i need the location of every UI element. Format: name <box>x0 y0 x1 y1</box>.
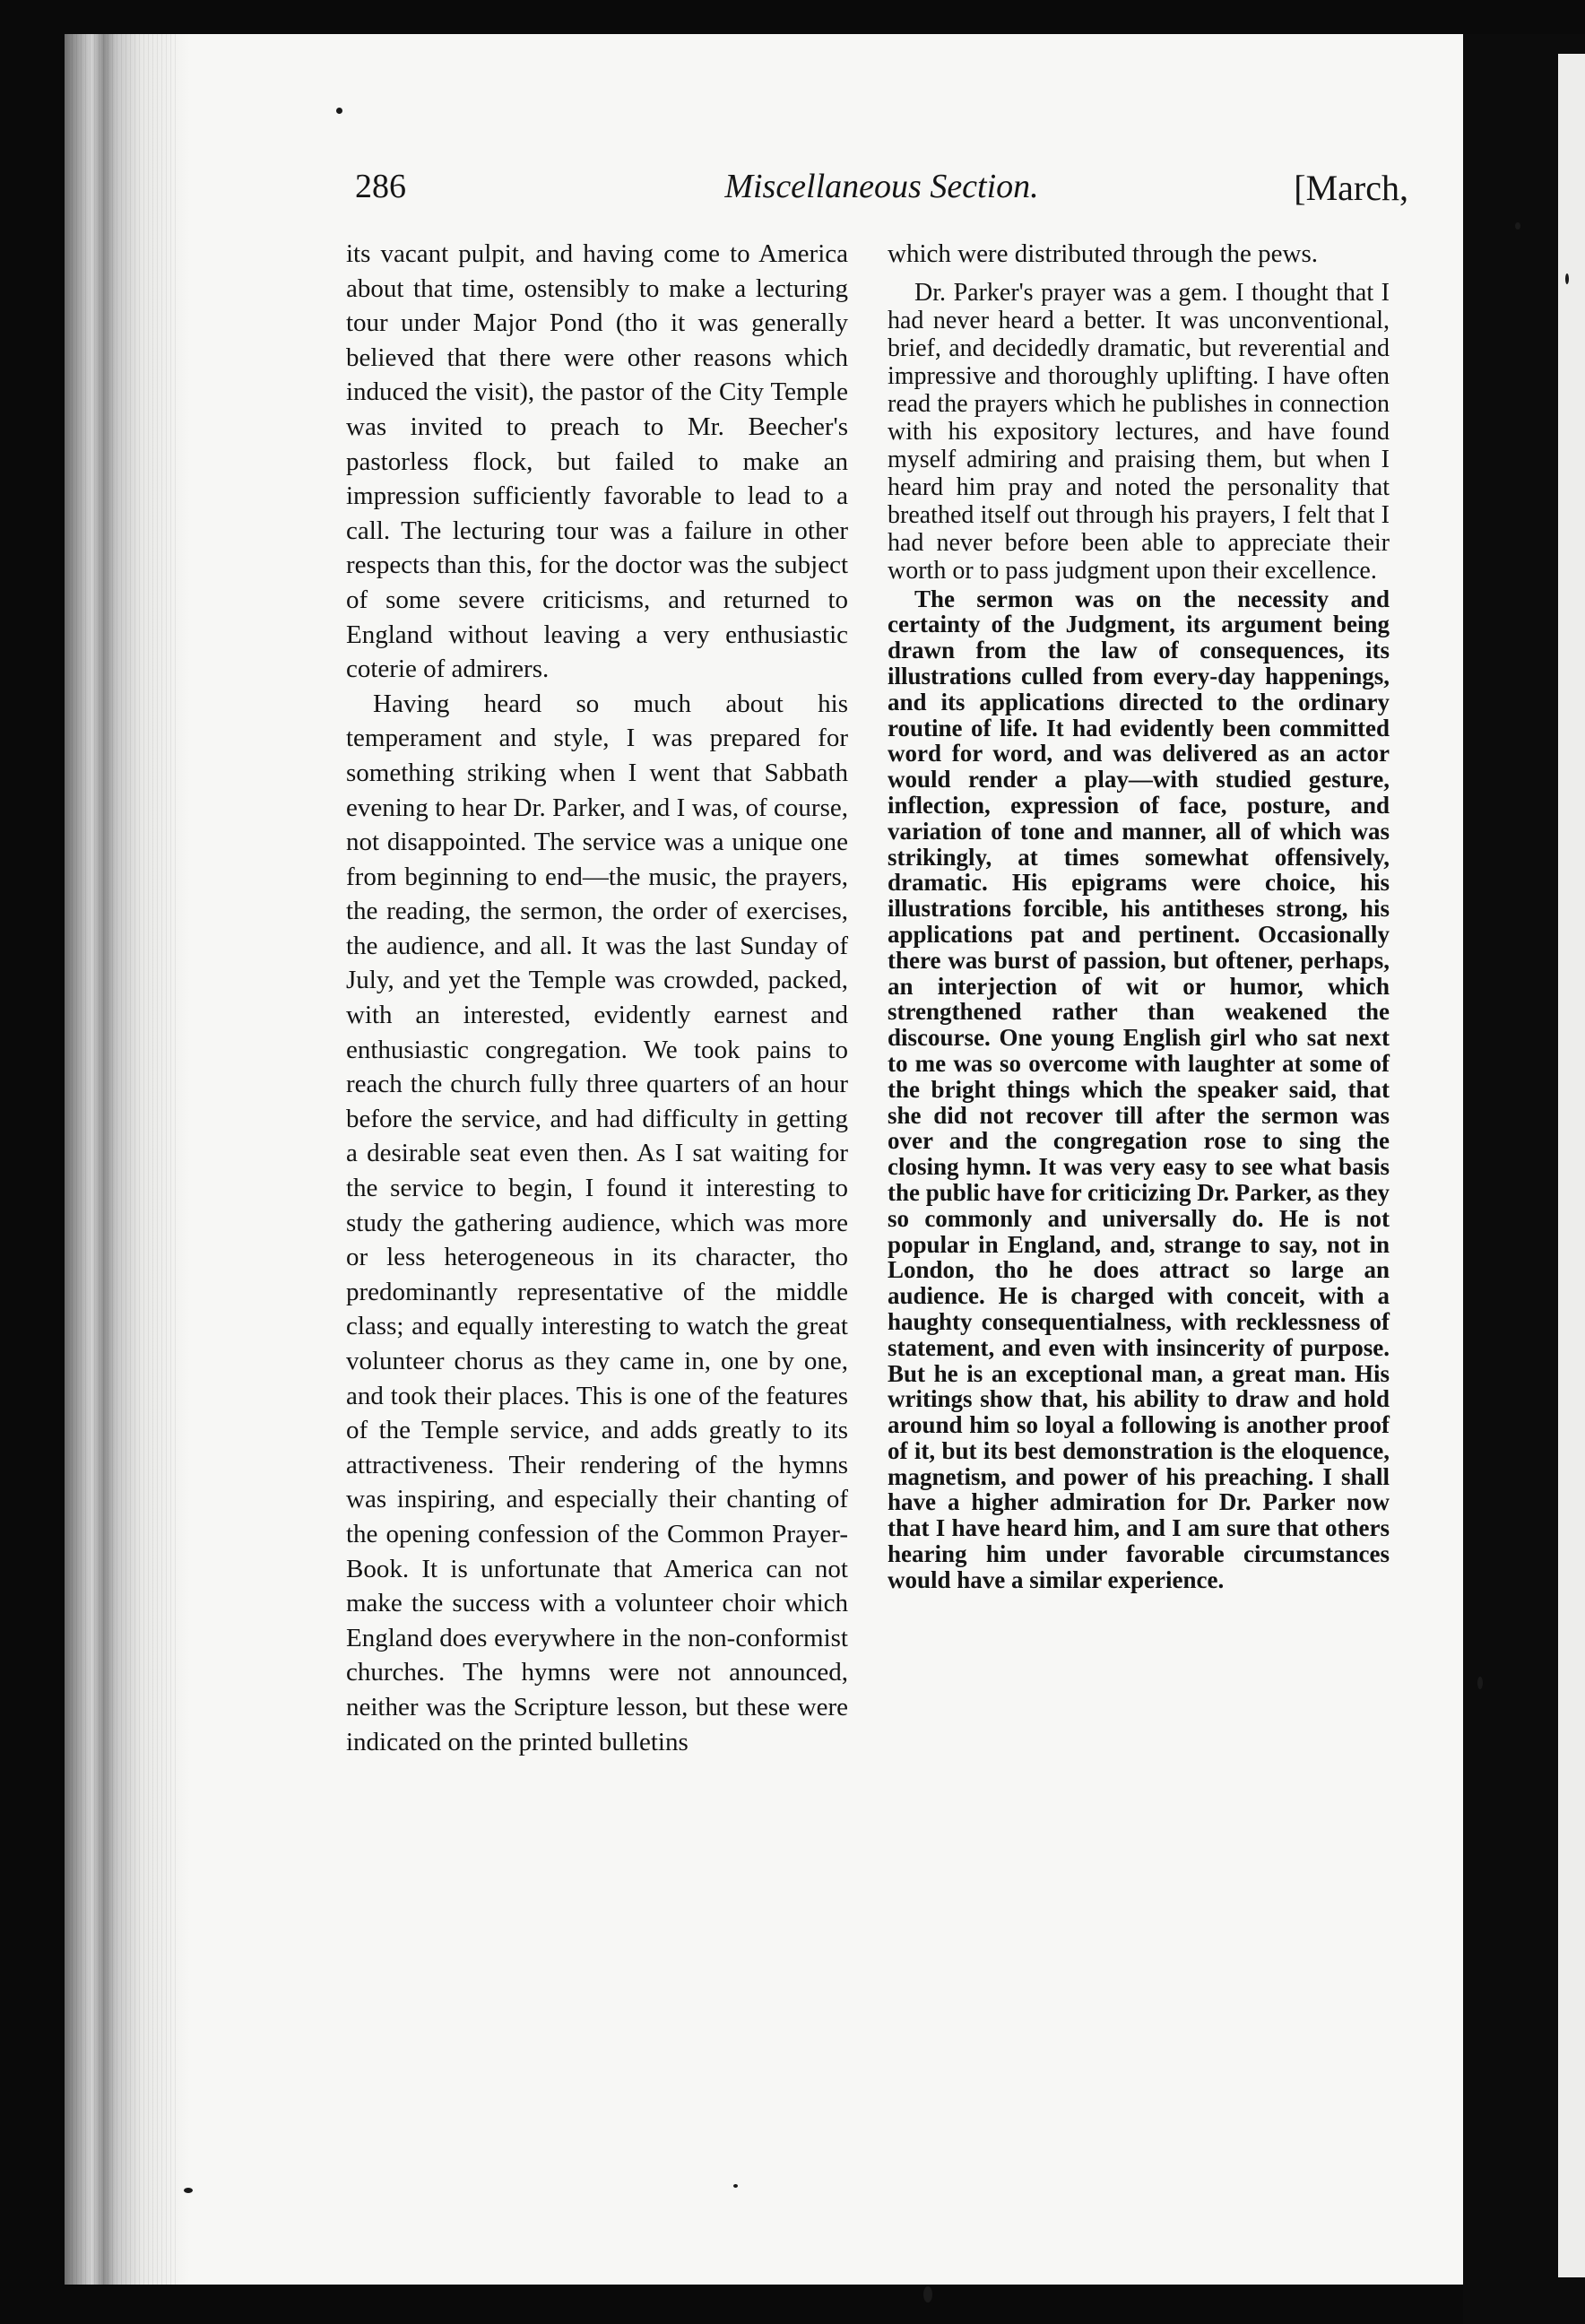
left-paragraph-continued: its vacant pulpit, and having come to America about that time, ostensibly to make a lecturing tour under Major Pond (tho it was generally believed that there were other reasons which induced the visit), the pastor of the City Temple was invited to preach to Mr. Beecher's pastorless flock, but failed to make an impression sufficiently favorable to lead to a call. The lecturing tour was a failure in other respects than this, for the doctor was the subject of some severe criticisms, and returned to England without leaving a very enthusiastic coterie of admirers. <box>346 239 848 684</box>
scan-speck <box>733 2184 738 2188</box>
running-date: [March, <box>1294 168 1408 208</box>
running-header <box>355 167 1408 215</box>
left-column <box>346 237 848 1759</box>
right-paragraph-sermon: The sermon was on the necessity and certainty of the Judgment, its argument being drawn from the law of consequences, its illustrations culled from every-day happenings, and its applications directed to the ordinary routine of life. It had evidently been committed word for word, and was delivered as an actor would render a play—with studied gesture, inflection, expression of face, posture, and variation of tone and manner, all of which was strikingly, at times somewhat offensively, dramatic. His epigrams were choice, his illustrations forcible, his antitheses strong, his applications pat and pertinent. Occasionally there was burst of passion, but oftener, perhaps, an interjection of wit or humor, which strengthened rather than weakened the discourse. One young English girl who sat next to me was so overcome with laughter at some of the bright things which the speaker said, that she did not recover till after the sermon was over and the congregation rose to sing the closing hymn. It was very easy to see what basis the public have for criticizing Dr. Parker, as they so commonly and universally do. He is not popular in England, and, strange to say, not in London, tho he does attract so large an audience. He is charged with conceit, with a haughty consequentialness, with recklessness of statement, and even with insincerity of purpose. But he is an exceptional man, a great man. His writings show that, his ability to draw and hold around him so loyal a following is another proof of it, but its best demonstration is the eloquence, magnetism, and power of his preaching. I shall have a higher admiration for Dr. Parker now that I have heard him, and I am sure that others hearing him under favorable circumstances would have a similar experience. <box>888 585 1390 1593</box>
right-paragraph-prayer: Dr. Parker's prayer was a gem. I thought that I had never heard a better. It was unconventional, brief, and decidedly dramatic, but reverential and impressive and thoroughly uplifting. I have often read the prayers which he publishes in connection with his expository lectures, and have found myself admiring and praising them, but when I heard him pray and noted the personality that breathed itself out through his prayers, I felt that I had never before been able to appreciate their worth or to pass judgment upon their excellence. <box>888 278 1390 585</box>
left-paragraph-service: Having heard so much about his temperament and style, I was prepared for something striking when I went that Sabbath evening to hear Dr. Parker, and I was, of course, not disappointed. The service was a unique one from beginning to end—the music, the prayers, the reading, the sermon, the order of exercises, the audience, and all. It was the last Sunday of July, and yet the Temple was crowded, packed, with an interested, evidently earnest and enthusiastic congregation. We took pains to reach the church fully three quarters of an hour before the service, and had difficulty in getting a desirable seat even then. As I sat waiting for the service to begin, I found it interesting to study the gathering audience, which was more or less heterogeneous in its character, tho predominantly representative of the middle class; and equally interesting to watch the great volunteer chorus as they came in, one by one, and took their places. This is one of the features of the Temple service, and adds greatly to its attractiveness. Their rendering of the hymns was inspiring, and especially their chanting of the opening confession of the Common Prayer-Book. It is unfortunate that America can not make the success with a volunteer choir which England does everywhere in the non-conformist churches. The hymns were not announced, neither was the Scripture lesson, but these were indicated on the printed bulletins <box>346 689 848 1756</box>
scan-speck <box>184 2188 193 2193</box>
scan-speck <box>336 108 342 114</box>
scan-speck <box>1477 1677 1483 1689</box>
scan-speck <box>923 2286 932 2302</box>
page-edge-lines <box>72 34 179 2285</box>
right-column <box>888 237 1390 1593</box>
scan-speck <box>1515 222 1520 230</box>
scan-speck <box>1565 273 1569 284</box>
right-paragraph-continued: which were distributed through the pews. <box>888 239 1319 268</box>
page-number: 286 <box>355 168 406 205</box>
facing-page-sliver <box>1558 54 1585 2277</box>
running-title: Miscellaneous Section. <box>724 168 1039 205</box>
